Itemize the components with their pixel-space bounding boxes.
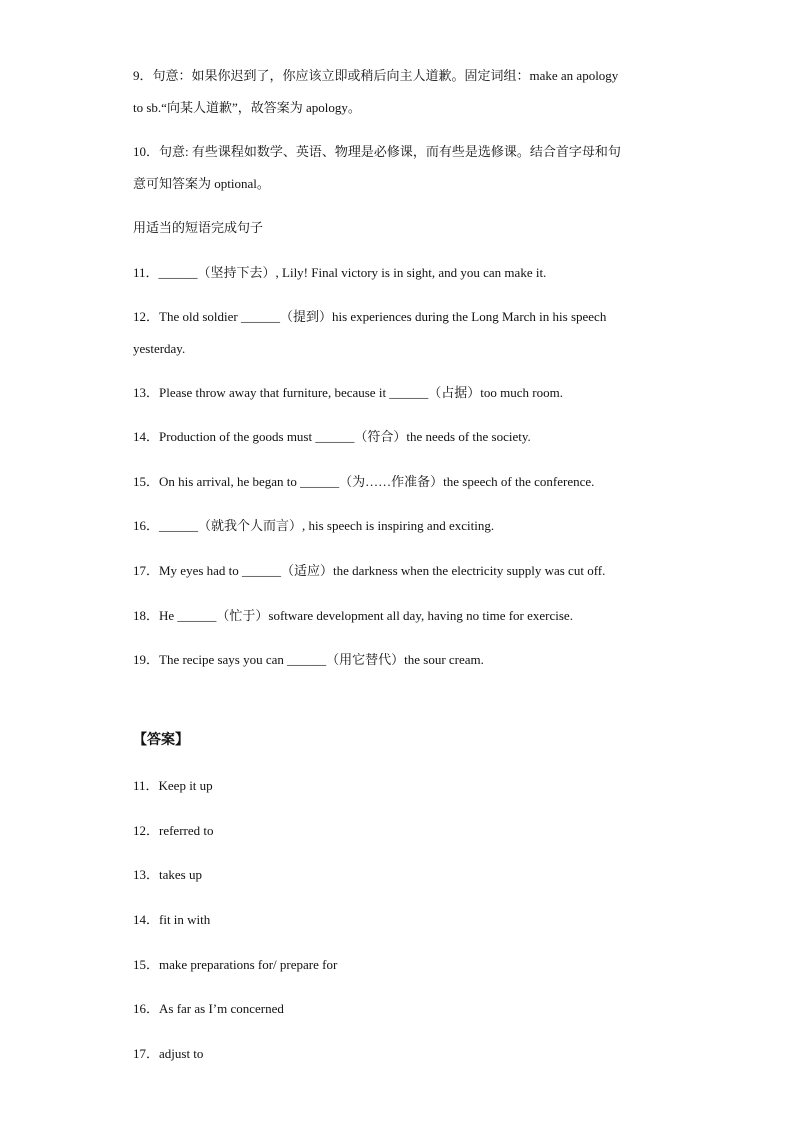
answer-13: 13．takes up — [133, 867, 202, 882]
question-18: 18．He ______（忙于）software development all day, having no time for exercise. — [133, 608, 573, 623]
question-15: 15．On his arrival, he began to ______（为……作准备）the speech of the conference. — [133, 474, 595, 489]
explanation-9-line-1: 9．句意：如果你迟到了，你应该立即或稍后向主人道歉。固定词组：make an apology — [133, 68, 619, 83]
question-16: 16．______（就我个人而言）, his speech is inspiring and exciting. — [133, 518, 495, 533]
answer-16: 16．As far as I’m concerned — [133, 1001, 284, 1016]
answer-heading: 【答案】 — [133, 733, 189, 748]
answer-15: 15．make preparations for/ prepare for — [133, 957, 338, 972]
question-19: 19．The recipe says you can ______（用它替代）the sour cream. — [133, 652, 484, 667]
explanation-9-line-2: to sb.“向某人道歉”，故答案为 apology。 — [133, 100, 361, 115]
section-title: 用适当的短语完成句子 — [133, 220, 264, 235]
question-13: 13．Please throw away that furniture, because it ______（占据）too much room. — [133, 385, 563, 400]
answer-12: 12．referred to — [133, 823, 214, 838]
answer-14: 14．fit in with — [133, 912, 211, 927]
question-11: 11．______（坚持下去）, Lily! Final victory is in sight, and you can make it. — [133, 265, 547, 280]
question-14: 14．Production of the goods must ______（符合）the needs of the society. — [133, 429, 531, 444]
question-12-continuation: yesterday. — [133, 341, 186, 356]
explanation-10-line-1: 10．句意: 有些课程如数学、英语、物理是必修课，而有些是选修课。结合首字母和句 — [133, 144, 621, 159]
question-12: 12．The old soldier ______（提到）his experiences during the Long March in his speech — [133, 309, 607, 324]
answer-17: 17．adjust to — [133, 1046, 204, 1061]
answer-11: 11．Keep it up — [133, 778, 213, 793]
explanation-10-line-2: 意可知答案为 optional。 — [133, 176, 270, 191]
question-17: 17．My eyes had to ______（适应）the darkness when the electricity supply was cut off. — [133, 563, 606, 578]
